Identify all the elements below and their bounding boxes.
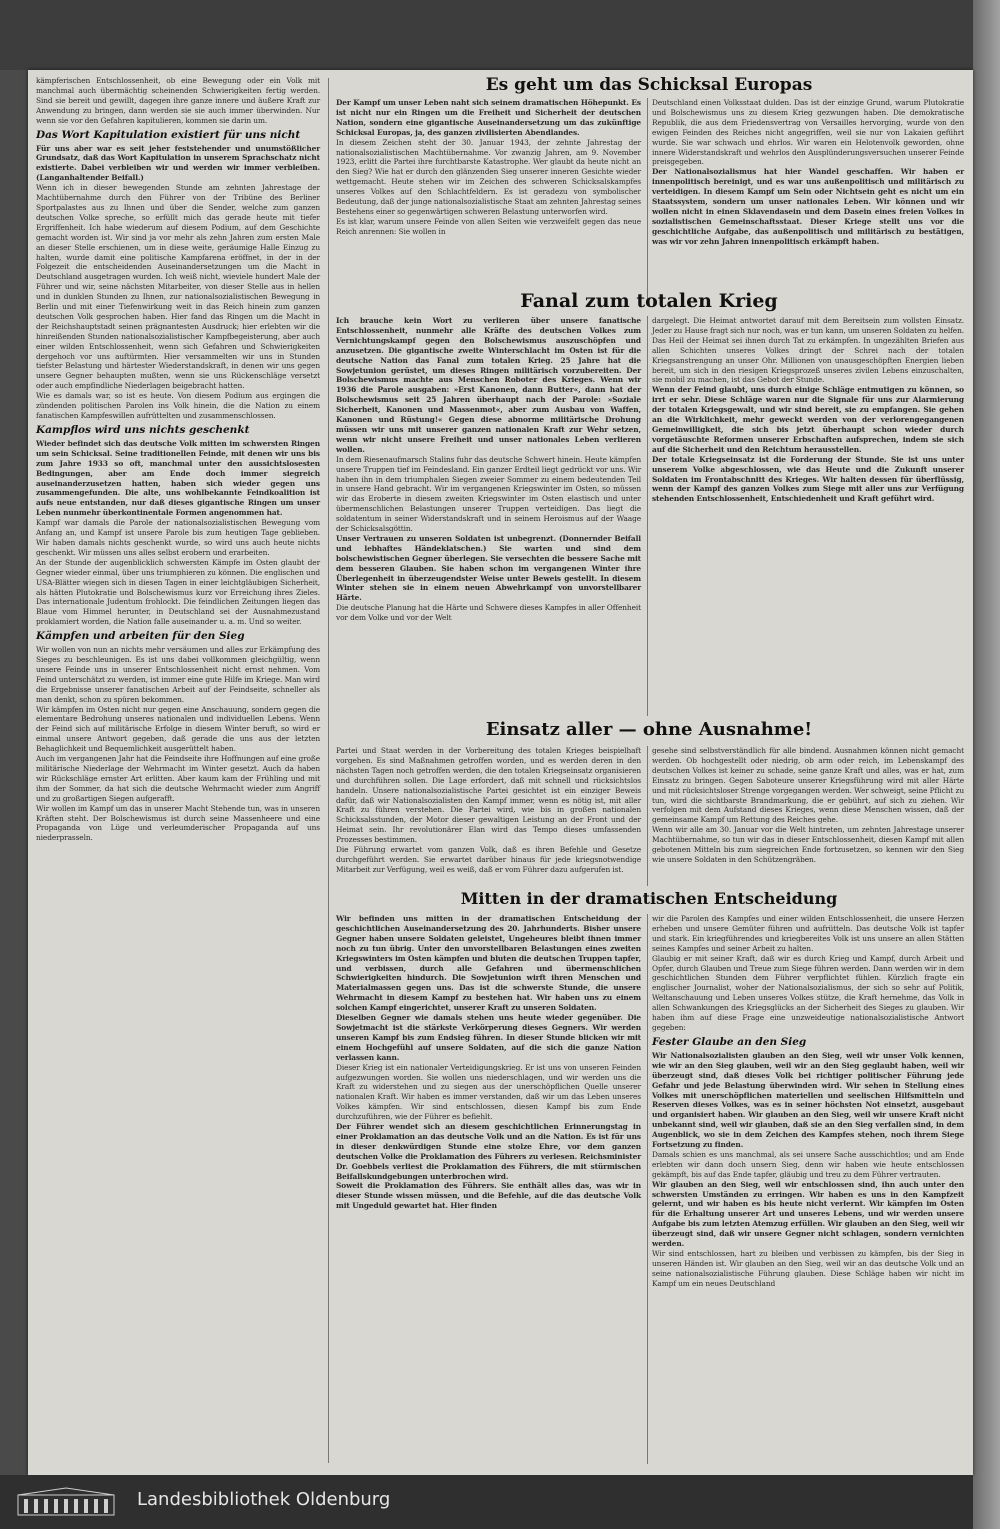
fanal-paragraph: Der totale Kriegseinsatz ist die Forderung der Stunde. Sie ist uns unter unserem Volke abgeschlossen, wie das Heute und die Zukunft unserer Soldaten im Frontabschnitt des Krieges. Wir halten dessen für überflüssig, wenn der Kampf des ganzen Volkes zum Siege mit aller uns zur Verfügung stehenden Entschlossenheit, Entschiedenheit und Kraft geführt wird. <box>652 454 964 504</box>
column-rule <box>328 78 329 1463</box>
left-paragraph: Wie es damals war, so ist es heute. Von diesem Podium aus ergingen die zündenden politischen Parolen ins Volk hinein, die die Nation zu einem fanatischen Kampfeswillen aufrüttelten und zusammenschlossen. <box>36 391 320 420</box>
europas-column-b <box>652 98 964 247</box>
left-paragraph: Kampf war damals die Parole der nationalsozialistischen Bewegung vom Anfang an, und Kampf ist unsere Parole bis zum heutigen Tage geblieben. Wir haben damals nichts geschenkt wurde, so wird uns auch heute nichts geschenkt. Wir müssen uns alles selbst erobern und erarbeiten. <box>36 518 320 557</box>
mitten-paragraph: Wir sind entschlossen, hart zu bleiben und verbissen zu kämpfen, bis der Sieg in unseren Händen ist. Wir glauben an den Sieg, weil wir an das deutsche Volk und an seine nationalsozialistische Führung glauben. Diese Schläge haben wir nicht im Kampf um ein neues Deutschland <box>652 1249 964 1288</box>
left-paragraph: Wieder befindet sich das deutsche Volk mitten im schwersten Ringen um sein Schicksal. Seine traditionellen Feinde, mit denen wir uns bis zum Jahre 1933 so oft, manchmal unter den aussichtslosesten Bedingungen, aber am Ende doch immer siegreich auseinanderzusetzen hatten, haben sich wieder gegen uns zusammengefunden. Die alte, uns wohlbekannte Feindkoalition ist aufs neue entstanden, nur daß dieses gigantische Ringen um unser Leben nunmehr überkontinentale Formen angenommen hat. <box>36 438 320 518</box>
fanal-column-b <box>652 316 964 504</box>
fanal-paragraph: Unser Vertrauen zu unseren Soldaten ist unbegrenzt. (Donnernder Beifall und lebhaftes Händeklatschen.) Sie warten und sind dem bolschewistischen Gegner überlegen. Sie versechten die bessere Sache mit dem besseren Glauben. Sie haben schon im vergangenen Winter ihre Überlegenheit in überzeugendster Weise unter Beweis gestellt. In diesem Winter stehen sie in einem neuen Abwehrkampf von unvorstellbarer Härte. <box>336 533 641 603</box>
column-rule <box>647 746 648 886</box>
fanal-paragraph: Ich brauche kein Wort zu verlieren über unsere fanatische Entschlossenheit, nunmehr alle Kräfte des deutschen Volkes zum Vernichtungskampf gegen den Bolschewismus auszuschöpfen und anzusetzen. Die gigantische zweite Winterschlacht im Osten ist für die deutsche Nation das Fanal zum totalen Krieg. 25 Jahre hat die Sowjetunion gerüstet, um dieses Ringen militärisch vorzubereiten. Der Bolschewismus machte aus Menschen Roboter des Krieges. Wenn wir 1936 die Parole ausgaben: »Erst Kanonen, dann Butter«, dann hat der Bolschewismus seit 25 Jahren überhaupt nach der Parole: »Soziale Sicherheit, Kanonen und Massenmot«, aber zum Ausbau von Waffen, Kanonen und Rüstung!« Gegen diese abnorme militärische Drohung müssen wir uns mit unserer ganzen nationalen Kraft zur Wehr setzen, wenn wir nicht unsere Freiheit und unser nationales Leben verlieren wollen. <box>336 316 641 454</box>
mitten-column-b <box>652 914 964 1289</box>
europas-paragraph: Deutschland einen Volksstaat dulden. Das ist der einzige Grund, warum Plutokratie und Bolschewismus uns zu diesem Krieg gezwungen haben. Die demokratische Republik, die aus dem Friedensvertrag von Versailles hervorging, wurde von den ewigen Feinden des Reiches nicht angegriffen, weil sie nur von Lakaien geführt wurde. Sie war schwach und ehrlos. Wir waren ein Helotenvolk geworden, ohne innere Widerstandskraft und wehrlos den Ausplünderungsversuchen unserer Feinde preisgegeben. <box>652 98 964 167</box>
subheading-kampflos: Kampflos wird uns nichts geschenkt <box>36 423 250 436</box>
left-paragraph: Auch im vergangenen Jahr hat die Feindseite ihre Hoffnungen auf eine große militärische Niederlage der Wehrmacht im Winter gesetzt. Auch da haben wir Rückschläge ernster Art erlitten. Aber kaum kam der Frühling und mit ihm der Sommer, da hat sich die deutsche Wehrmacht wieder zum Angriff und zu großartigen Siegen aufgerafft. <box>36 754 320 803</box>
fanal-paragraph: dargelegt. Die Heimat antwortet darauf mit dem Bereitsein zum vollsten Einsatz. Jeder zu Hause fragt sich nur noch, was er tun kann, um unseren Soldaten zu helfen. Das Heil der Heimat sei ihnen durch Tat zu erkämpfen. In ungezählten Briefen aus allen Schichten unseres Volkes dringt der Schrei nach der totalen Kriegsanstrengung an unser Ohr. Millionen von unausgeschöpften Energien lieben bereit, um sich in den riesigen Kriegsprozeß unseres zivilen Lebens einzuschalten, sie mobil zu machen, ist das Gebot der Stunde. <box>652 316 964 385</box>
mitten-paragraph: Wir Nationalsozialisten glauben an den Sieg, weil wir unser Volk kennen, wie wir an den Sieg glauben, weil wir an den Sieg geglaubt haben, weil wir überzeugt sind, daß dieses Volk bei richtiger politischer Führung jede Gefahr und jede Belastung überwinden wird. Wir sehen in Stellung eines Volkes mit unerschöpflichen materiellen und seelischen Hilfsmitteln und Reserven dieses Volkes, was es in seiner höchsten Not einsetzt, ausgebaut und organisiert haben. Wir glauben an den Sieg, weil wir unsere Kraft nicht unbekannt sind, weil wir glauben, daß sie an den Sieg verfallen sind, in dem Augenblick, wo sie in dem Zeichen des Kampfes stehen, noch ihrem Siege Fortsetzung zu finden. <box>652 1050 964 1150</box>
einsatz-paragraph: Wenn wir alle am 30. Januar vor die Welt hintreten, um zehnten Jahrestage unserer Machtübernahme, so tun wir das in dieser Entschlossenheit, diesen Kampf mit allen gebotenen Mitteln bis zum siegreichen Ende fortzusetzen, so kennen wir den Sieg wie unsere Soldaten in den Schützengräben. <box>652 825 964 864</box>
page-edge-shadow <box>973 0 1000 1529</box>
einsatz-paragraph: Partei und Staat werden in der Vorbereitung des totalen Krieges beispielhaft vorgehen. Es sind Maßnahmen getroffen worden, und es werden deren in den nächsten Tagen noch getroffen werden, die den totalen Kriegseinsatz organisieren und durchführen sollen. Die Lage erfordert, daß mit schnell und rücksichtslos handeln. Unsere nationalsozialistische Partei gesichtet ist ein einziger Beweis dafür, daß wir Nationalsozialisten den Kampf immer, wenn es nötig ist, mit aller Kraft zu führen verstehen. Die Partei wird, wie bis in großen nationalen Schicksalsstunden, der Motor dieser gewaltigen Leistung an der Front und der Heimat sein. Ihr revolutionärer Elan wird das Tempo dieses umfassenden Prozesses bestimmen. <box>336 746 641 845</box>
europas-paragraph: In diesem Zeichen steht der 30. Januar 1943, der zehnte Jahrestag der nationalsozialistischen Machtübernahme. Vor zwanzig Jahren, am 9. November 1923, erlitt die Partei ihre furchtbarste Katastrophe. Wer glaubt da heute nicht an den Sieg? Wie hat er durch den glänzenden Sieg unserer inneren Gesichte wieder wettgemacht. Heute stehen wir im Zeichen des schweren Schicksalskampfes unseres Volkes auf den Schlachtfeldern. Es ist geradezu von symbolischer Bedeutung, daß der junge nationalsozialistische Staat am zehnten Jahrestag seines Bestehens einer so gegenwärtigen schweren Belastung unterworfen wird. <box>336 137 641 216</box>
left-paragraph: Wir wollen im Kampf um das in unserer Macht Stehende tun, was in unseren Kräften steht. Der Bolschewismus ist durch seine Massenheere und eine Propaganda von Lüge und verleumderischer Propaganda auf uns niederprasseln. <box>36 803 320 843</box>
fanal-column-a <box>336 316 641 623</box>
headline-mitten: Mitten in der dramatischen Entscheidung <box>460 889 838 908</box>
mitten-paragraph: Dieselben Gegner wie damals stehen uns heute wieder gegenüber. Die Sowjetmacht ist die stärkste Verkörperung dieses Gegners. Wir werden unseren Kampf bis zum Endsieg führen. In dieser Stunde blicken wir mit einem Hochgefühl auf unsere Soldaten, auf die sich die ganze Nation verlassen kann. <box>336 1013 641 1062</box>
fanal-paragraph: Die deutsche Planung hat die Härte und Schwere dieses Kampfes in aller Offenheit vor dem Volke und vor der Welt <box>336 603 641 623</box>
mitten-paragraph: Wir befinden uns mitten in der dramatischen Entscheidung der geschichtlichen Auseinandersetzung des 20. Jahrhunderts. Bisher unsere Gegner haben unsere Soldaten geleistet, Ungeheures bleibt ihnen immer noch zu tun übrig. Unter den unvorstellbaren Belastungen eines zweiten Kriegswinters im Osten kämpfen und bluten die deutschen Truppen tapfer, und verbissen, durch alle Gefahren und übermenschlichen Schwierigkeiten hindurch. Die Sowjetunion wirft ihren Menschen und Materialmassen gegen uns. Das ist die schwerste Stunde, die unsere Wehrmacht in diesem Kampf zu bestehen hat. Wir haben uns zu einem solchen Kampf eingerichtet, unserer Kraft zu unseren Soldaten. <box>336 914 641 1013</box>
einsatz-column-b <box>652 746 964 865</box>
headline-fanal: Fanal zum totalen Krieg <box>520 290 778 312</box>
mitten-paragraph: Soweit die Proklamation des Führers. Sie enthält alles das, was wir in dieser Stunde wissen müssen, und die Befehle, auf die das deutsche Volk mit Ungeduld gewartet hat. Hier finden <box>336 1181 641 1211</box>
column-rule <box>647 98 648 303</box>
library-building-icon <box>16 1487 116 1517</box>
left-intro: kämpferischen Entschlossenheit, ob eine Bewegung oder ein Volk mit manchmal auch übermächtig scheinenden Schwierigkeiten fertig werden. Sind sie bereit und gewillt, dagegen ihre ganze innere und äußere Kraft zur Anwendung zu bringen, dann werden sie sie auch immer überwinden. Nur wenn sie vor den Gefahren kapitulieren, kommen sie darin um. <box>36 76 320 125</box>
mitten-paragraph: Damals schien es uns manchmal, als sei unsere Sache ausschichtlos; und am Ende erlebten wir dann doch unsern Sieg, denn wir haben wie heute entschlossen gekämpft, bis auf das Ende tapfer, gläubig und treu zu dem Führer vertrauten. <box>652 1149 964 1179</box>
mitten-paragraph: Der Führer wendet sich an diesem geschichtlichen Erinnerungstag in einer Proklamation an das deutsche Volk und an die Nation. Es ist für uns in dieser denkwürdigen Stunde eine stolze Ehre, vor dem ganzen deutschen Volke die Proklamation des Führers zu verlesen. Reichsminister Dr. Goebbels verliest die Proklamation des Führers, die mit stürmischen Beifallskundgebungen unterbrochen wird. <box>336 1122 641 1181</box>
left-paragraph: An der Stunde der augenblicklich schwersten Kämpfe im Osten glaubt der Gegner wieder einmal, über uns triumphieren zu können. Die englischen und USA-Blätter wiegen sich in diesen Tagen in einer leichtgläubigen Sicherheit, als hätten Plutokratie und Bolschewismus kurz vor Erreichung ihres Zieles. Das internationale Judentum frohlockt. Die feindlichen Zeitungen liegen das Blaue vom Himmel herunter, in Deutschland sei der Ausnahmezustand proklamiert worden, die Nation falle auseinander u. a. m. Und so weiter. <box>36 557 320 627</box>
headline-europas: Es geht um das Schicksal Europas <box>485 75 813 95</box>
subheading-kaempfen: Kämpfen und arbeiten für den Sieg <box>36 630 245 643</box>
einsatz-paragraph: gesehe sind selbstverständlich für alle bindend. Ausnahmen können nicht gemacht werden. Ob hochgestellt oder niedrig, ob arm oder reich, im Lebenskampf des deutschen Volkes ist keiner zu schade, seine ganze Kraft und alles, was er hat, zum Einsatz zu bringen. Gegen Saboteure unserer Kriegsführung wird mit aller Härte und mit rücksichtsloser Strenge vorgegangen werden. Wer schweigt, seine Pflicht zu tun, wird die sichtbarste Brandmarkung, die er gebührt, auf sich zu ziehen. Wir verfolgen mit dem Aufstand dieses Krieges, wenn diese Menschen wissen, daß der gemeinsame Kampf um Rettung des Reiches gehe. <box>652 746 964 825</box>
column-rule <box>647 316 648 716</box>
library-name: Landesbibliothek Oldenburg <box>137 1489 391 1510</box>
einsatz-column-a <box>336 746 641 875</box>
column-rule <box>647 914 648 1464</box>
europas-paragraph: Es ist klar, warum unsere Feinde von allen Seiten wie verzweifelt gegen das neue Reich anrennen: Sie wollen in <box>336 216 641 236</box>
left-paragraph: Wir kämpfen im Osten nicht nur gegen eine Anschauung, sondern gegen die elementare Bedrohung unseres nationalen und individuellen Lebens. Wenn der Feind sich auf militärische Erfolge in diesem Winter beruft, so wird er einmal unsere Antwort gegeben, daß gerade die uns aus der letzten Behaglichkeit und Bequemlichkeit ausgerüttelt haben. <box>36 704 320 754</box>
left-column <box>36 76 320 843</box>
left-paragraph: Für uns aber war es seit jeher feststehender und unumstößlicher Grundsatz, daß das Wort Kapitulation in unserem Sprachschatz nicht existierte. Dabei verbleiben wir und werden wir immer verbleiben. (Langanhaltender Beifall.) <box>36 143 320 183</box>
subheading-glaube: Fester Glaube an den Sieg <box>652 1035 807 1048</box>
subheading-kapitulation: Das Wort Kapitulation existiert für uns nicht <box>36 128 301 141</box>
fanal-paragraph: In dem Riesenaufmarsch Stalins fuhr das deutsche Schwert hinein. Heute kämpfen unsere Truppen tief im Feindesland. Ein ganzer Erdteil liegt gedrückt vor uns. Wir haben ihn in dem triumphalen Siegen zweier Sommer zu einem bedeutenden Teil in unsere Hand gebracht. Wir im vergangenen Kriegswinter im Osten, so müssen wir das Eroberte in diesem zweiten Kriegswinter im Osten elastisch und unter übermenschlichen Belastungen unserer Truppen verteidigen. Das liegt die soldatentum in seiner Widerstandskraft und in seinem Heroismus auf der Waage der Schicksalsgöttin. <box>336 454 641 534</box>
left-paragraph: Wir wollen von nun an nichts mehr versäumen und alles zur Erkämpfung des Sieges zu beschleunigen. Es ist uns dabei vollkommen gleichgültig, wenn unsere Feinde uns in unserer Entschlossenheit nicht ernst nehmen. Vom Feind unterschätzt zu werden, ist immer eine gute Hilfe im Kriege. Man wird die Ergebnisse unserer fanatischen Arbeit auf der Feindseite, schneller als man denkt, schon zu spüren bekommen. <box>36 645 320 704</box>
mitten-paragraph: Dieser Krieg ist ein nationaler Verteidigungskrieg. Er ist uns von unseren Feinden aufgezwungen worden. Sie wollen uns niederschlagen, und wir werden uns die Kraft zu widerstehen und zu siegen aus der unerschöpflichen Quelle unserer nationalen Kraft. Wir haben es immer verstanden, daß wir um das Leben unseres Volkes kämpfen. Wir sind entschlossen, diesen Kampf bis zum Ende durchzuführen, wie der Führer es befiehlt. <box>336 1062 641 1122</box>
einsatz-paragraph: Die Führung erwartet vom ganzen Volk, daß es ihren Befehle und Gesetze durchgeführt werden. Sie erwartet darüber hinaus für jede kriegsnotwendige Mitarbeit zur Verfügung, weil es weiß, daß er vom Führer dazu aufgerufen ist. <box>336 845 641 874</box>
mitten-paragraph: Glaubig er mit seiner Kraft, daß wir es durch Krieg und Kampf, durch Arbeit und Opfer, durch Glauben und Treue zum Siege führen werden. Dann werden wir in dem geschichtlichen Stunden dem Führer verpflichtet fühlen. Kürzlich fragte ein englischer Journalist, woher der Nationalsozialismus, der sich so sehr auf Politik, Weltanschauung und Leben unseres Volkes stütze, die Kraft hernehme, das Volk in allen Schwankungen des Kriegsglücks an der Sicherheit des Sieges zu glauben. Wir haben ihm auf diese Frage eine unzweideutige nationalsozialistische Antwort gegeben: <box>652 953 964 1032</box>
mitten-paragraph: wir die Parolen des Kampfes und einer wilden Entschlossenheit, die unsere Herzen erheben und unsere Gemüter führen und aufrütteln. Das deutsche Volk ist tapfer und stark. Ein kriegführendes und kriegbereites Volk ist uns unsere an allen Stätten seines Kampfes und seiner Arbeit zu halten. <box>652 914 964 953</box>
newspaper-page <box>28 70 973 1475</box>
left-paragraph: Wenn ich in dieser bewegenden Stunde am zehnten Jahrestage der Machtübernahme durch den Führer von der Tribüne des Berliner Sportpalastes aus zu Ihnen und über die Sender, welche zum ganzen deutschen Volke spreche, so erfüllt mich das gerade heute mit tiefer Ergriffenheit. Ich habe wiederum auf diesem Podium, auf dem Geschichte gemacht worden ist. Wir sind ja vor mehr als zehn Jahren zum ersten Male an dieser Stelle erschienen, um in diese weite, geräumige Halle Einzug zu halten, wurde damit eine politische Kampfarena eröffnet, in der in der Folgezeit die entscheidenden Auseinandersetzungen um die Macht in Deutschland ausgetragen wurden. Ich weiß nicht, wieviele hundert Male der Führer und wir, seine nächsten Mitarbeiter, von dieser Stelle aus in hellen und in dunklen Stunden zu Ihnen, zur nationalsozialistischen Bewegung in Berlin und mit einer Tiefenwirkung weit in das Reich hinein zum ganzen deutschen Volk gesprochen haben. Hier fand das Ringen um die Macht in der Reichshauptstadt seinen prägnantesten Ausdruck; hier erlebten wir die hinreißenden Stunden nationalsozialistischer Kampfbegeisterung, aber auch einer wilden Entschlossenheit, wenn sich Gefahren und Schwierigkeiten dergehoch vor uns auftürmten. Hier versammelten wir uns in Stunden tiefster Belastung und härtester Wiederstandskraft, in denen wir uns gegen unsere Gegner behaupten mußten, wenn sie uns Rückenschläge versetzt oder auch empfindliche Niederlagen beigebracht hatten. <box>36 183 320 391</box>
fanal-paragraph: Wenn der Feind glaubt, uns durch einige Schläge entmutigen zu können, so irrt er sehr. Diese Schläge waren nur die Signale für uns zur Alarmierung der totalen Kriegsgewalt, und wir sind bereit, sie zu empfangen. Sie gehen an die Wirklichkeit, mehr geweckt werden von der verlorengegangenen Gemeinwilligkeit, die sich bis jetzt überhaupt schon wieder durch vorgetäuschte Reformen unserer Erbschaften aufsprechen, indem sie sich auf die Sicherheit und den Reichtum herausstellen. <box>652 385 964 454</box>
europas-paragraph: Der Nationalsozialismus hat hier Wandel geschaffen. Wir haben er innenpolitisch bereinigt, und es war uns außenpolitisch und militärisch zu verteidigen. In diesem Kampf um Sein oder Nichtsein geht es nicht um ein Staatssystem, sondern um unser nationales Leben. Wir können und wir wollen nicht in einen Sklavendasein und dem Dasein eines freien Volkes in sozialistischen Gemeinschaftsstaat. Dieser Kriege stellt uns vor die geschichtliche Aufgabe, das außenpolitisch und militärisch zu bestätigen, was wir vor zehn Jahren innenpolitisch erkämpft haben. <box>652 167 964 246</box>
mitten-paragraph: Wir glauben an den Sieg, weil wir entschlossen sind, ihn auch unter den schwersten Umständen zu erringen. Wir haben es uns in den Kampfzeit gelernt, und wir haben es bis heute nicht verlernt. Wir kämpfen im Osten für die Erhaltung unserer Art und unseres Lebens, und wir werden unsere Aufgabe bis zum letzten Atemzug erfüllen. Wir glauben an den Sieg, weil wir überzeugt sind, daß wir unsere Gegner nicht schlagen, sondern vernichten werden. <box>652 1179 964 1249</box>
mitten-column-a <box>336 914 641 1211</box>
europas-column-a <box>336 98 641 237</box>
headline-einsatz: Einsatz aller — ohne Ausnahme! <box>485 719 813 740</box>
library-footer <box>0 1475 973 1529</box>
scanner-background <box>0 0 1000 70</box>
europas-paragraph: Der Kampf um unser Leben naht sich seinem dramatischen Höhepunkt. Es ist nicht nur ein Ringen um die Freiheit und Sicherheit der deutschen Nation, sondern eine gigantische Auseinandersetzung um das zukünftige Schicksal Europas, ja, des ganzen zivilisierten Abendlandes. <box>336 98 641 137</box>
